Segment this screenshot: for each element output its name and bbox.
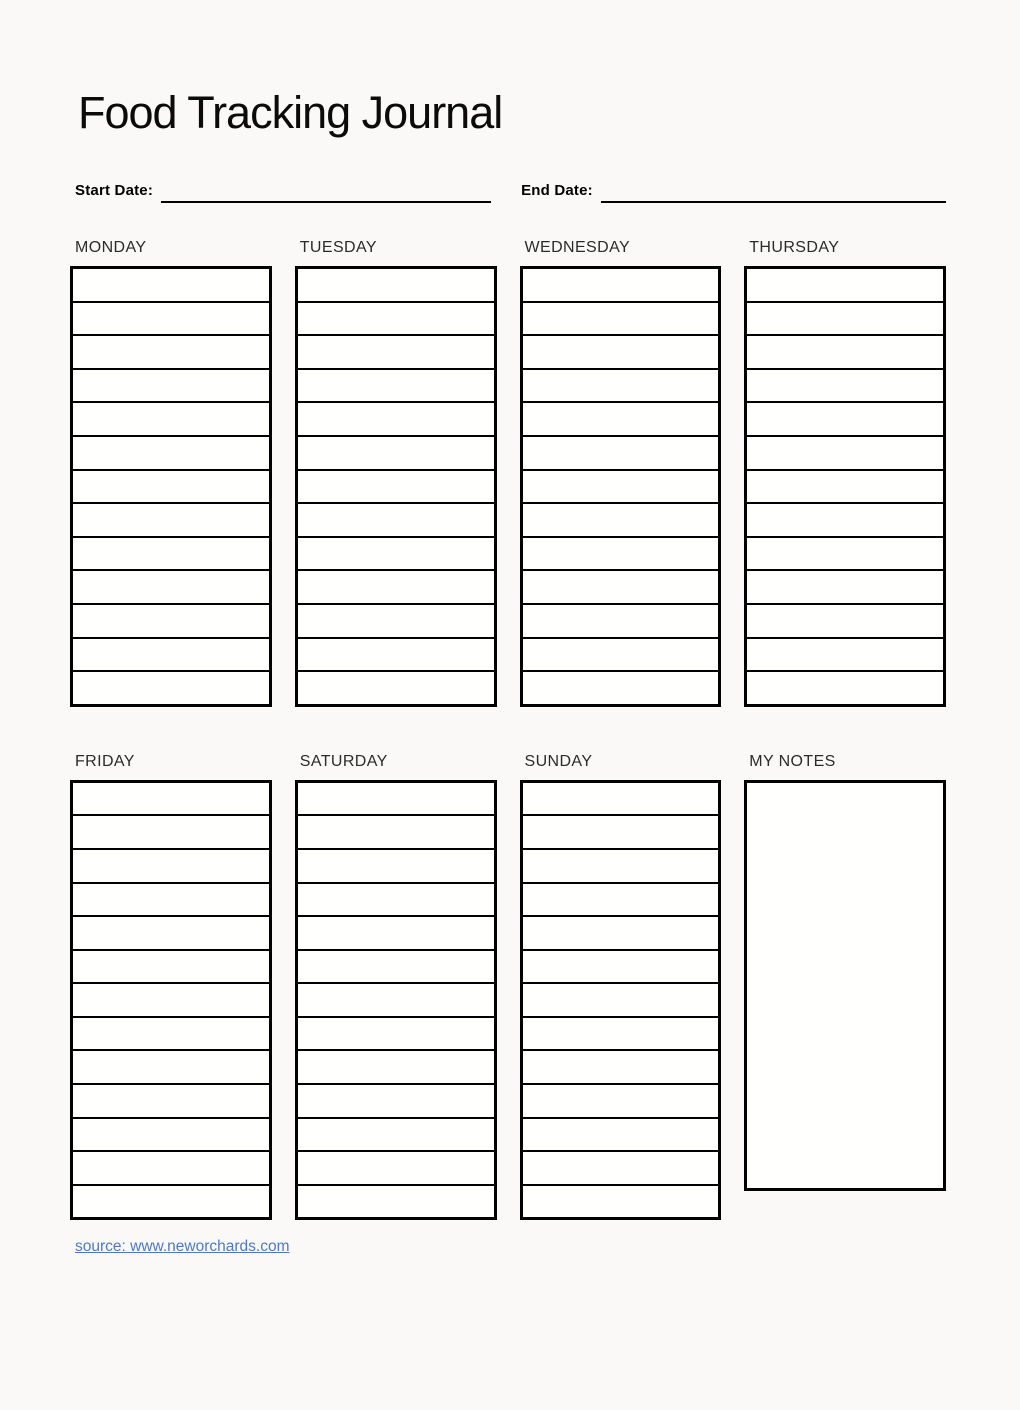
food-tracking-journal-page	[0, 87, 1020, 1410]
day-entry-row	[521, 369, 720, 403]
day-entry-row	[521, 815, 720, 849]
day-entry-row	[296, 436, 495, 470]
day-entry-row	[72, 1118, 271, 1152]
day-entry-row	[521, 537, 720, 571]
day-entry-cell	[296, 1084, 495, 1118]
day-entry-row	[72, 369, 271, 403]
day-entry-row	[296, 815, 495, 849]
day-entry-row	[296, 950, 495, 984]
day-entry-cell	[521, 335, 720, 369]
day-entry-cell	[521, 950, 720, 984]
day-entry-row	[521, 638, 720, 672]
day-entry-cell	[296, 369, 495, 403]
day-entry-cell	[296, 916, 495, 950]
day-entry-cell	[72, 1151, 271, 1185]
day-entry-row	[296, 402, 495, 436]
day-entry-cell	[521, 1017, 720, 1051]
end-date-blank-line	[601, 177, 946, 203]
day-entry-cell	[746, 503, 945, 537]
day-label-wednesday: WEDNESDAY	[524, 239, 631, 256]
day-entry-cell	[296, 402, 495, 436]
day-entry-row	[521, 849, 720, 883]
day-entry-cell	[296, 781, 495, 815]
day-label-sunday: SUNDAY	[524, 752, 593, 770]
page-title: Food Tracking Journal	[78, 87, 503, 138]
day-entry-cell	[72, 1118, 271, 1152]
day-entry-cell	[296, 537, 495, 571]
day-entry-cell	[296, 1185, 495, 1219]
day-column-wednesday	[520, 239, 722, 707]
day-entry-row	[72, 302, 271, 336]
day-entry-cell	[746, 470, 945, 504]
day-entry-row	[521, 983, 720, 1017]
day-entry-cell	[521, 268, 720, 302]
day-entry-row	[746, 369, 945, 403]
notes-column	[744, 753, 946, 1221]
day-entry-cell	[72, 335, 271, 369]
day-entry-cell	[521, 1050, 720, 1084]
day-entry-cell	[746, 436, 945, 470]
day-entry-cell	[746, 671, 945, 705]
day-entry-cell	[72, 436, 271, 470]
day-entry-row	[521, 781, 720, 815]
day-entry-cell	[521, 638, 720, 672]
day-entry-cell	[746, 402, 945, 436]
day-entry-cell	[72, 503, 271, 537]
day-entry-row	[521, 570, 720, 604]
day-entry-row	[746, 638, 945, 672]
day-label-saturday: SATURDAY	[299, 752, 388, 770]
day-entry-cell	[746, 302, 945, 336]
day-entry-cell	[521, 369, 720, 403]
day-entry-cell	[72, 268, 271, 302]
day-entry-row	[72, 335, 271, 369]
day-entry-cell	[72, 604, 271, 638]
day-entry-cell	[746, 369, 945, 403]
day-entry-cell	[521, 1118, 720, 1152]
day-entry-cell	[72, 1084, 271, 1118]
day-entry-cell	[296, 1151, 495, 1185]
day-entry-cell	[521, 302, 720, 336]
day-entry-cell	[746, 638, 945, 672]
start-date-field	[75, 177, 491, 203]
day-entry-cell	[521, 503, 720, 537]
day-entry-cell	[296, 470, 495, 504]
day-entry-cell	[72, 1017, 271, 1051]
day-entry-cell	[72, 781, 271, 815]
day-entry-cell	[72, 1050, 271, 1084]
day-entry-row	[746, 302, 945, 336]
day-entry-cell	[521, 570, 720, 604]
day-entry-row	[296, 604, 495, 638]
day-entry-row	[72, 402, 271, 436]
day-entry-cell	[296, 436, 495, 470]
day-entry-row	[72, 815, 271, 849]
day-entry-cell	[72, 849, 271, 883]
day-entry-row	[72, 983, 271, 1017]
day-entry-cell	[72, 570, 271, 604]
day-entry-cell	[521, 537, 720, 571]
day-entry-cell	[296, 671, 495, 705]
day-entry-cell	[72, 950, 271, 984]
day-table-wednesday	[520, 266, 722, 707]
day-entry-cell	[521, 604, 720, 638]
day-entry-row	[521, 671, 720, 705]
day-entry-cell	[296, 1118, 495, 1152]
day-entry-row	[746, 503, 945, 537]
day-column-friday	[70, 753, 272, 1221]
day-entry-row	[72, 1151, 271, 1185]
day-entry-row	[296, 302, 495, 336]
day-entry-row	[746, 436, 945, 470]
day-entry-row	[296, 1118, 495, 1152]
day-entry-row	[521, 1017, 720, 1051]
day-entry-row	[296, 369, 495, 403]
day-entry-cell	[521, 436, 720, 470]
day-entry-row	[72, 1017, 271, 1051]
day-entry-row	[72, 436, 271, 470]
day-entry-row	[296, 570, 495, 604]
day-label-thursday: THURSDAY	[749, 239, 840, 256]
day-entry-row	[521, 950, 720, 984]
day-entry-row	[72, 638, 271, 672]
day-entry-row	[521, 335, 720, 369]
week-bottom-row	[70, 753, 946, 1221]
day-entry-cell	[296, 950, 495, 984]
day-entry-cell	[521, 983, 720, 1017]
day-entry-row	[296, 503, 495, 537]
day-entry-row	[72, 268, 271, 302]
page-footer	[75, 1238, 946, 1256]
my-notes-label: MY NOTES	[749, 752, 836, 770]
day-entry-row	[72, 1185, 271, 1219]
day-entry-row	[746, 268, 945, 302]
day-entry-cell	[72, 671, 271, 705]
day-entry-row	[521, 436, 720, 470]
day-table-friday	[70, 780, 272, 1221]
day-entry-row	[521, 1050, 720, 1084]
day-entry-cell	[72, 883, 271, 917]
day-entry-row	[746, 402, 945, 436]
day-entry-row	[296, 1017, 495, 1051]
day-entry-cell	[72, 369, 271, 403]
day-entry-row	[746, 537, 945, 571]
day-entry-row	[72, 470, 271, 504]
day-entry-row	[72, 950, 271, 984]
day-entry-row	[521, 402, 720, 436]
end-date-label: End Date:	[521, 182, 593, 199]
day-entry-row	[746, 604, 945, 638]
day-entry-row	[521, 1185, 720, 1219]
day-entry-cell	[521, 849, 720, 883]
day-entry-cell	[72, 1185, 271, 1219]
end-date-field	[521, 177, 946, 203]
day-entry-cell	[296, 604, 495, 638]
day-entry-row	[746, 671, 945, 705]
day-entry-row	[296, 1084, 495, 1118]
day-entry-row	[746, 470, 945, 504]
day-table-monday	[70, 266, 272, 707]
day-entry-row	[296, 1050, 495, 1084]
day-entry-row	[521, 604, 720, 638]
day-entry-row	[746, 570, 945, 604]
day-entry-cell	[296, 1017, 495, 1051]
day-entry-cell	[521, 815, 720, 849]
day-entry-cell	[72, 916, 271, 950]
day-table-saturday	[295, 780, 497, 1221]
day-entry-row	[521, 1118, 720, 1152]
day-entry-row	[296, 1185, 495, 1219]
day-entry-row	[296, 1151, 495, 1185]
day-entry-row	[296, 268, 495, 302]
day-entry-row	[521, 916, 720, 950]
day-entry-cell	[296, 335, 495, 369]
day-entry-cell	[746, 570, 945, 604]
day-entry-row	[72, 781, 271, 815]
day-entry-cell	[521, 671, 720, 705]
day-entry-row	[296, 781, 495, 815]
day-entry-row	[521, 503, 720, 537]
day-entry-cell	[296, 983, 495, 1017]
day-entry-row	[521, 1151, 720, 1185]
day-entry-cell	[521, 1185, 720, 1219]
day-entry-cell	[72, 638, 271, 672]
day-entry-row	[521, 470, 720, 504]
day-entry-row	[296, 983, 495, 1017]
day-entry-row	[72, 849, 271, 883]
day-column-tuesday	[295, 239, 497, 707]
day-entry-row	[296, 916, 495, 950]
day-entry-cell	[296, 570, 495, 604]
day-entry-cell	[746, 537, 945, 571]
day-label-monday: MONDAY	[75, 239, 147, 256]
day-entry-cell	[72, 402, 271, 436]
day-table-thursday	[744, 266, 946, 707]
source-link[interactable]: source: www.neworchards.com	[75, 1238, 290, 1256]
day-entry-cell	[746, 335, 945, 369]
day-entry-row	[296, 335, 495, 369]
day-entry-cell	[72, 302, 271, 336]
day-entry-cell	[296, 849, 495, 883]
day-entry-row	[521, 268, 720, 302]
day-table-sunday	[520, 780, 722, 1221]
day-entry-row	[72, 883, 271, 917]
day-entry-cell	[746, 268, 945, 302]
day-entry-cell	[521, 1151, 720, 1185]
day-label-tuesday: TUESDAY	[299, 239, 377, 256]
day-entry-cell	[296, 268, 495, 302]
day-entry-cell	[72, 537, 271, 571]
day-entry-row	[296, 849, 495, 883]
day-entry-cell	[746, 604, 945, 638]
day-entry-row	[72, 570, 271, 604]
day-entry-row	[296, 537, 495, 571]
start-date-blank-line	[161, 177, 491, 203]
day-entry-row	[72, 671, 271, 705]
day-entry-row	[72, 503, 271, 537]
start-date-label: Start Date:	[75, 182, 154, 199]
day-entry-row	[72, 916, 271, 950]
day-entry-cell	[296, 503, 495, 537]
day-entry-row	[72, 1050, 271, 1084]
day-column-sunday	[520, 753, 722, 1221]
day-entry-row	[72, 1084, 271, 1118]
day-entry-cell	[521, 1084, 720, 1118]
day-entry-row	[72, 537, 271, 571]
day-entry-cell	[521, 883, 720, 917]
day-entry-cell	[521, 781, 720, 815]
day-entry-row	[521, 302, 720, 336]
day-entry-cell	[521, 402, 720, 436]
day-entry-cell	[521, 916, 720, 950]
day-entry-cell	[296, 302, 495, 336]
day-entry-cell	[521, 470, 720, 504]
day-column-monday	[70, 239, 272, 707]
day-entry-cell	[72, 470, 271, 504]
day-entry-row	[72, 604, 271, 638]
day-entry-cell	[296, 1050, 495, 1084]
day-entry-row	[521, 883, 720, 917]
day-entry-cell	[296, 883, 495, 917]
day-column-thursday	[744, 239, 946, 707]
day-entry-row	[521, 1084, 720, 1118]
day-entry-row	[746, 335, 945, 369]
day-entry-row	[296, 470, 495, 504]
day-table-tuesday	[295, 266, 497, 707]
day-entry-row	[296, 638, 495, 672]
my-notes-box	[744, 780, 946, 1191]
day-entry-cell	[72, 983, 271, 1017]
day-column-saturday	[295, 753, 497, 1221]
day-entry-cell	[296, 638, 495, 672]
day-entry-row	[296, 883, 495, 917]
week-top-row	[70, 239, 946, 707]
day-entry-cell	[72, 815, 271, 849]
day-entry-row	[296, 671, 495, 705]
day-label-friday: FRIDAY	[75, 752, 135, 770]
day-entry-cell	[296, 815, 495, 849]
date-fields-row	[75, 177, 946, 203]
